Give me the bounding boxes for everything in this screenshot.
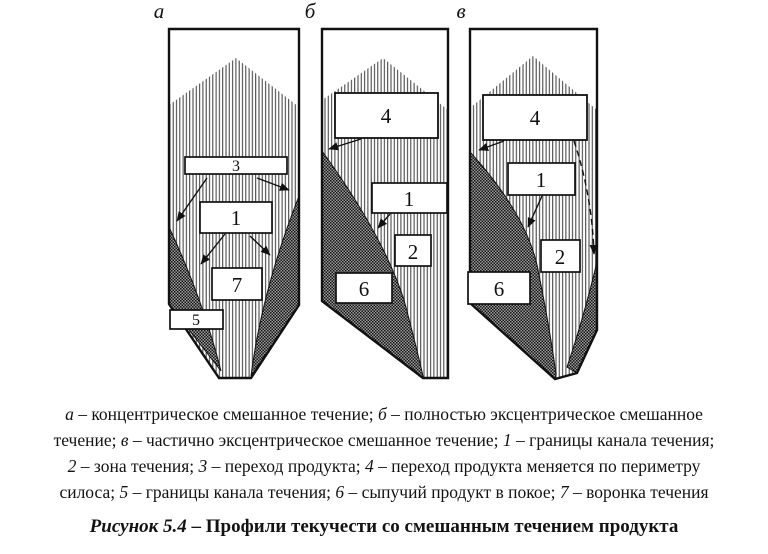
- silo-panel-a: [154, 0, 299, 378]
- silo-panel-b: [305, 0, 448, 378]
- label-box-6: [336, 273, 392, 303]
- flow-label-5: 5: [192, 312, 200, 329]
- flow-label-1: 1: [230, 206, 242, 230]
- label-box-1: [200, 202, 272, 233]
- label-box-4: [335, 93, 438, 138]
- label-box-4: [483, 95, 587, 140]
- label-box-6: [468, 272, 530, 304]
- flow-label-1: 1: [535, 168, 547, 192]
- label-box-5: [170, 310, 223, 329]
- label-box-3: [185, 157, 287, 175]
- panel-label-v: в: [456, 0, 466, 23]
- caption-line: 2 – зона течения; 3 – переход продукта; 4 – переход продукта меняется по периметру: [67, 456, 701, 476]
- flow-label-7: 7: [231, 273, 243, 297]
- flow-label-6: 6: [358, 277, 370, 301]
- label-box-7: [212, 268, 262, 300]
- label-box-1: [508, 163, 575, 195]
- figure-caption: [6, 401, 762, 505]
- flow-label-4: 4: [380, 104, 392, 128]
- flow-label-2: 2: [554, 245, 566, 269]
- flow-label-3: 3: [232, 158, 240, 175]
- flow-label-4: 4: [529, 106, 541, 130]
- flow-label-1: 1: [403, 187, 415, 211]
- panel-label-b: б: [304, 0, 316, 23]
- flow-label-6: 6: [493, 277, 505, 301]
- caption-line: течение; в – частично эксцентрическое смешанное течение; 1 – границы канала течения;: [53, 430, 715, 450]
- label-box-2: [541, 240, 580, 272]
- caption-line: силоса; 5 – границы канала течения; 6 – сыпучий продукт в покое; 7 – воронка течения: [59, 482, 709, 502]
- silo-panel-v: [456, 0, 597, 379]
- label-box-2: [395, 235, 431, 266]
- flow-label-2: 2: [407, 240, 419, 264]
- figure-title: Рисунок 5.4 – Профили текучести со смешанным течением продукта: [89, 516, 679, 537]
- panel-label-a: а: [153, 0, 165, 23]
- label-box-1: [372, 183, 447, 213]
- caption-line: а – концентрическое смешанное течение; б – полностью эксцентрическое смешанное: [65, 404, 703, 424]
